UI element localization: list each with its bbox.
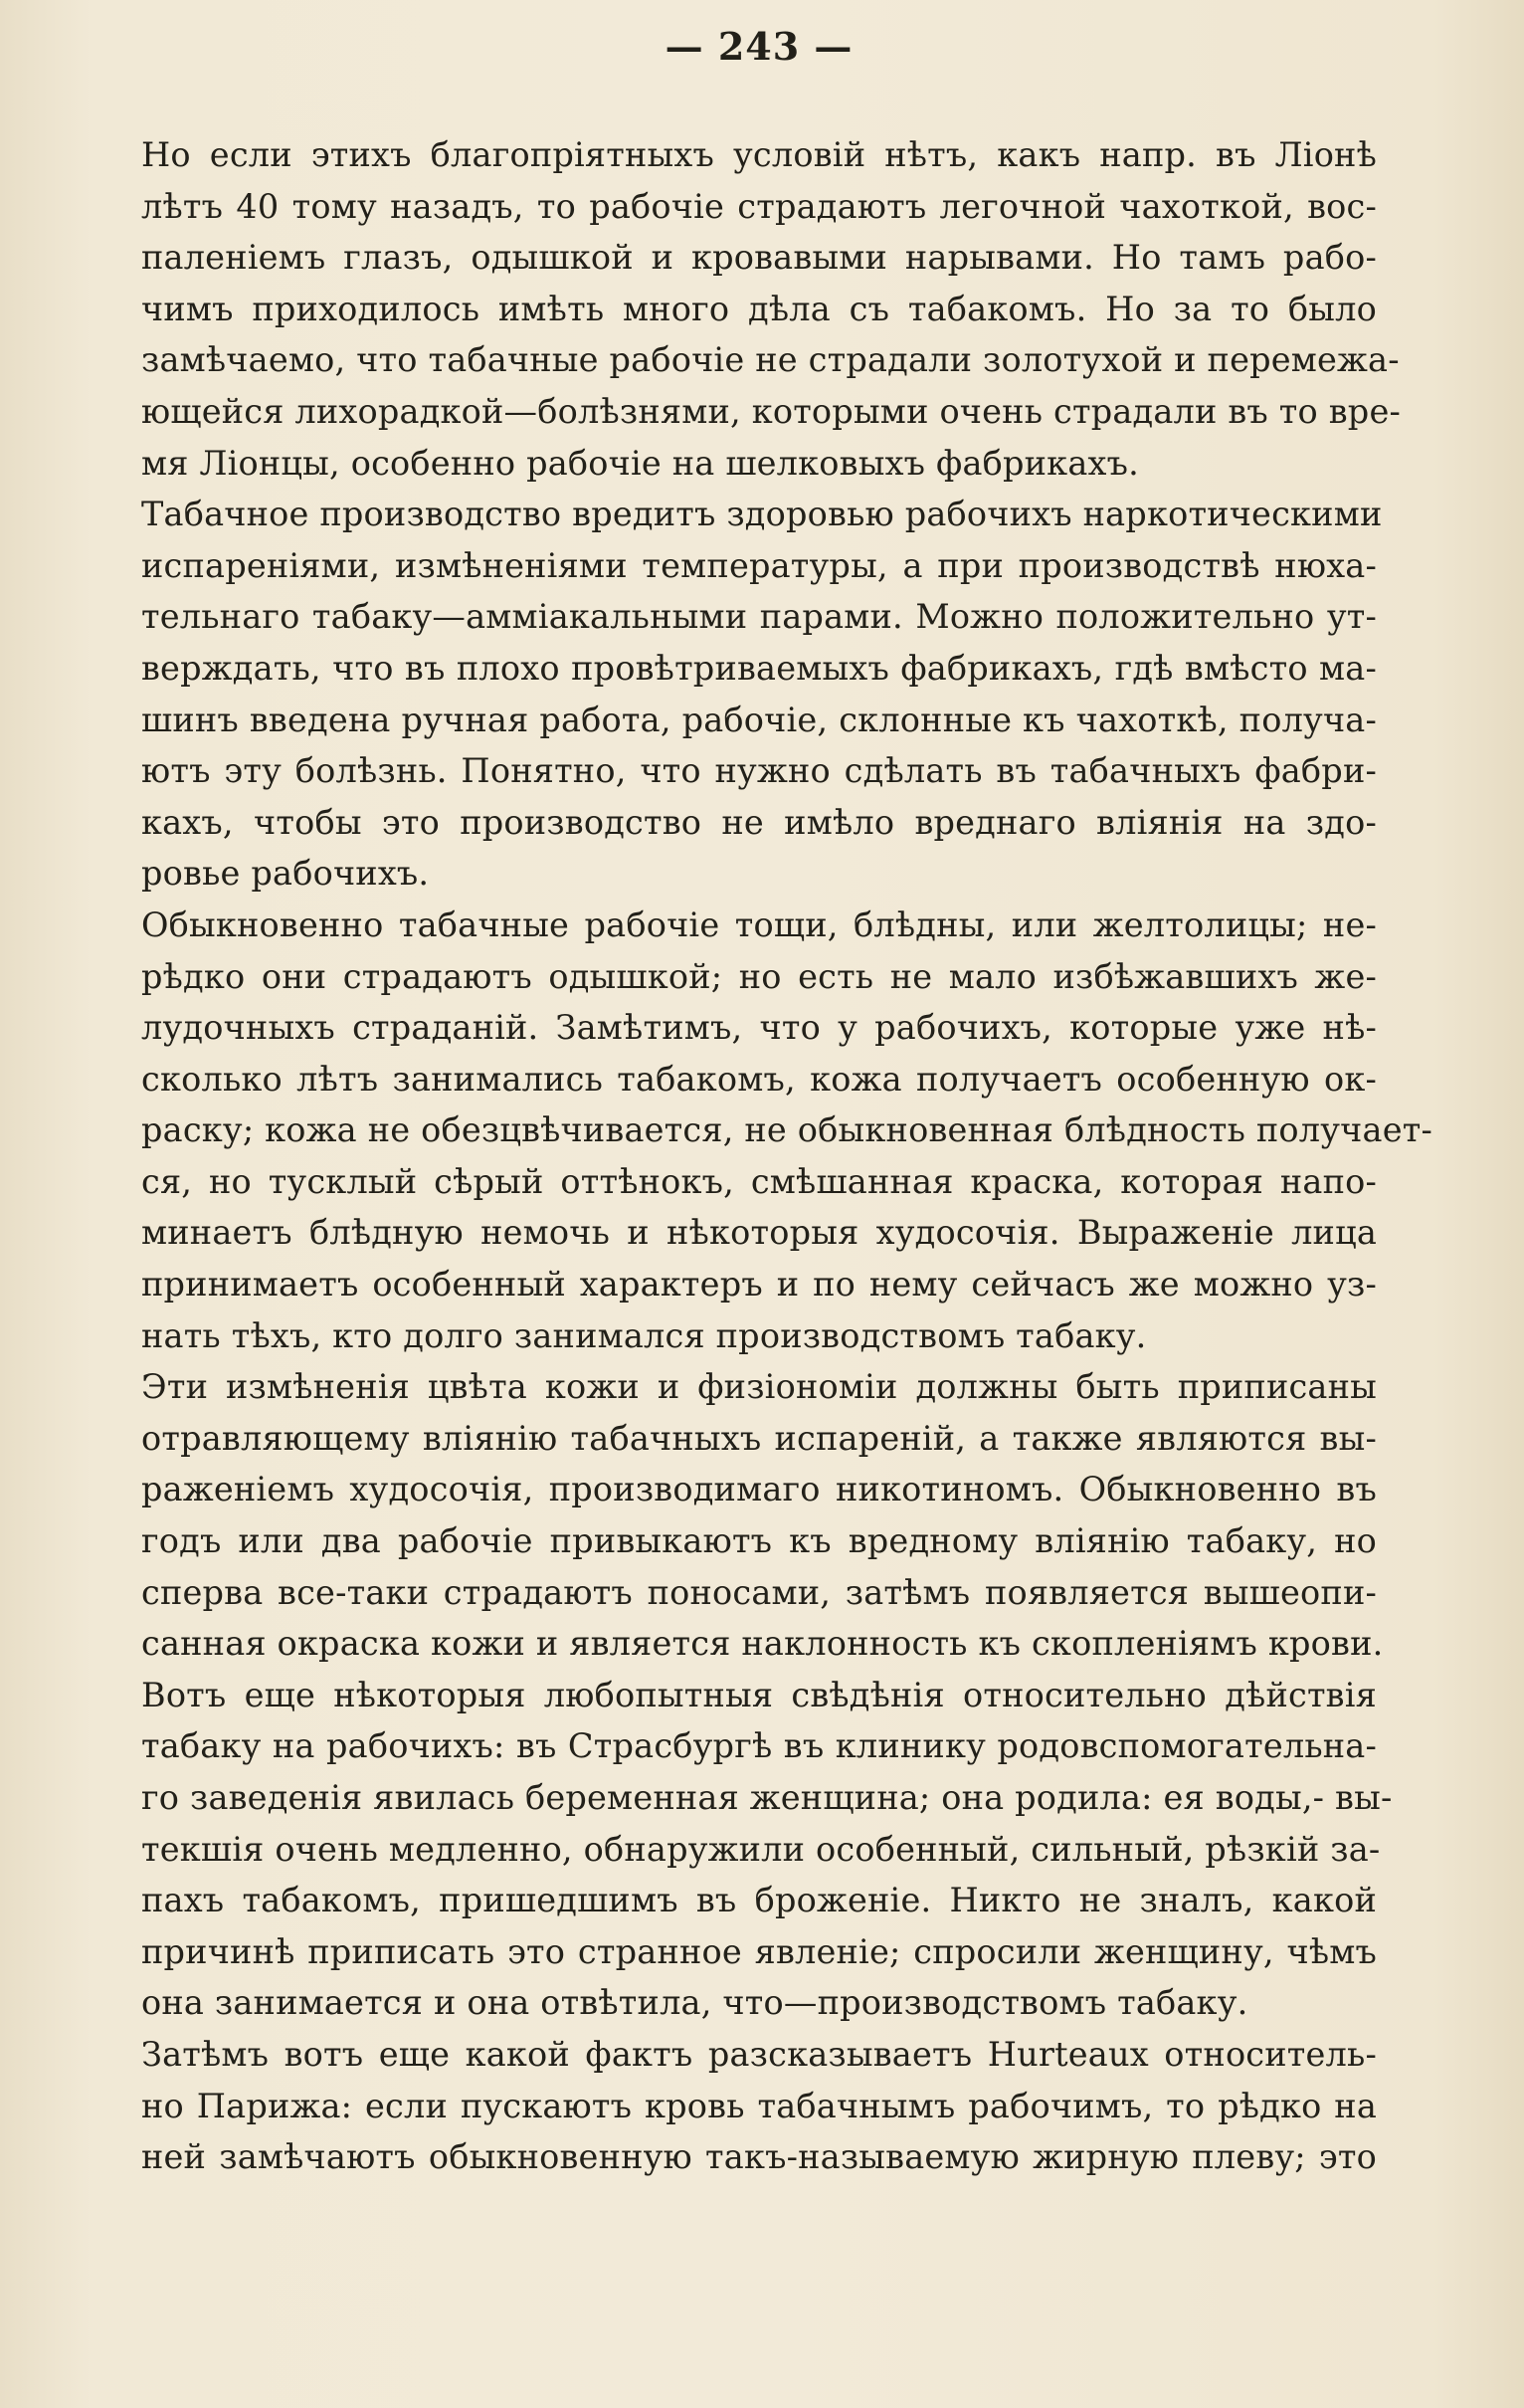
text-line: текшія очень медленно, обнаружили особенный, сильный, рѣзкій за- — [141, 1829, 1381, 1869]
text-line: ровье рабочихъ. — [141, 854, 430, 894]
text-line: Вотъ еще нѣкоторыя любопытныя свѣдѣнія относительно дѣйствія — [141, 1675, 1377, 1714]
paragraph — [141, 489, 1383, 900]
text-line: Обыкновенно табачные рабочіе тощи, блѣдны, или желтолицы; не- — [141, 904, 1377, 944]
text-line: причинѣ приписать это странное явленіе; спросили женщину, чѣмъ — [141, 1931, 1377, 1971]
text-line: верждать, что въ плохо провѣтриваемыхъ фабрикахъ, гдѣ вмѣсто ма- — [141, 648, 1377, 688]
text-line: кахъ, чтобы это производство не имѣло вреднаго вліянія на здо- — [141, 802, 1377, 842]
text-line: Затѣмъ вотъ еще какой фактъ разсказываетъ Hurteaux относитель- — [141, 2034, 1377, 2074]
body-text — [141, 129, 1432, 2183]
paragraph — [141, 1361, 1384, 1670]
text-line: минаетъ блѣдную немочь и нѣкоторыя худосочія. Выраженіе лица — [141, 1213, 1377, 1253]
text-line: отравляющему вліянію табачныхъ испареній, а также являются вы- — [141, 1418, 1377, 1458]
text-line: сперва все-таки страдаютъ поносами, затѣмъ появляется вышеопи- — [141, 1572, 1377, 1612]
text-line: паленіемъ глазъ, одышкой и кровавыми нарывами. Но тамъ рабо- — [141, 238, 1377, 278]
text-line: пахъ табакомъ, пришедшимъ въ броженіе. Никто не зналъ, какой — [141, 1881, 1377, 1920]
text-line: Эти измѣненія цвѣта кожи и физіономіи должны быть приписаны — [141, 1367, 1377, 1407]
text-line: Но если этихъ благопріятныхъ условій нѣтъ, какъ напр. въ Ліонѣ — [141, 135, 1377, 174]
text-line: испареніями, измѣненіями температуры, а при производствѣ нюха- — [141, 545, 1377, 585]
text-line: принимаетъ особенный характеръ и по нему сейчасъ же можно уз- — [141, 1265, 1377, 1304]
text-line: раску; кожа не обезцвѣчивается, не обыкновенная блѣдность получает- — [141, 1110, 1432, 1150]
text-line: но Парижа: если пускаютъ кровь табачнымъ рабочимъ, то рѣдко на — [141, 2086, 1377, 2125]
text-line: табаку на рабочихъ: въ Страсбургѣ въ клинику родовспомогательна- — [141, 1726, 1377, 1766]
text-line: годъ или два рабочіе привыкаютъ къ вредному вліянію табаку, но — [141, 1521, 1377, 1561]
paragraph — [141, 900, 1432, 1361]
text-line: тельнаго табаку—амміакальными парами. Можно положительно ут- — [141, 597, 1377, 637]
text-line: ющейся лихорадкой—болѣзнями, которыми очень страдали въ то вре- — [141, 391, 1401, 431]
paragraph — [141, 129, 1401, 489]
text-line: ся, но тусклый сѣрый оттѣнокъ, смѣшанная краска, которая напо- — [141, 1161, 1377, 1201]
text-line: сколько лѣтъ занимались табакомъ, кожа получаетъ особенную ок- — [141, 1059, 1377, 1099]
text-line: ней замѣчаютъ обыкновенную такъ-называемую жирную плеву; это — [141, 2137, 1377, 2177]
text-line: замѣчаемо, что табачные рабочіе не страдали золотухой и перемежа- — [141, 340, 1400, 380]
paragraph — [141, 2029, 1377, 2183]
text-line: чимъ приходилось имѣть много дѣла съ табакомъ. Но за то было — [141, 289, 1377, 328]
text-line: ютъ эту болѣзнь. Понятно, что нужно сдѣлать въ табачныхъ фабри- — [141, 751, 1377, 791]
text-line: нать тѣхъ, кто долго занимался производствомъ табаку. — [141, 1315, 1147, 1355]
text-line: шинъ введена ручная работа, рабочіе, склонные къ чахоткѣ, получа- — [141, 700, 1377, 739]
text-line: она занимается и она отвѣтила, что—производствомъ табаку. — [141, 1983, 1248, 2023]
text-line: лѣтъ 40 тому назадъ, то рабочіе страдаютъ легочной чахоткой, вос- — [141, 186, 1377, 226]
text-line: раженіемъ худосочія, производимаго никотиномъ. Обыкновенно въ — [141, 1470, 1377, 1509]
page-number: — 243 — — [665, 24, 854, 69]
text-line: мя Ліонцы, особенно рабочіе на шелковыхъ фабрикахъ. — [141, 443, 1139, 483]
text-line: лудочныхъ страданій. Замѣтимъ, что у рабочихъ, которые уже нѣ- — [141, 1008, 1377, 1048]
paragraph — [141, 1670, 1393, 2029]
text-line: Табачное производство вредитъ здоровью рабочихъ наркотическими — [141, 495, 1383, 534]
text-line: го заведенія явилась беременная женщина; она родила: ея воды,- вы- — [141, 1778, 1393, 1817]
text-line: санная окраска кожи и является наклонность къ скопленіямъ крови. — [141, 1624, 1384, 1664]
text-line: рѣдко они страдаютъ одышкой; но есть не мало избѣжавшихъ же- — [141, 956, 1377, 996]
